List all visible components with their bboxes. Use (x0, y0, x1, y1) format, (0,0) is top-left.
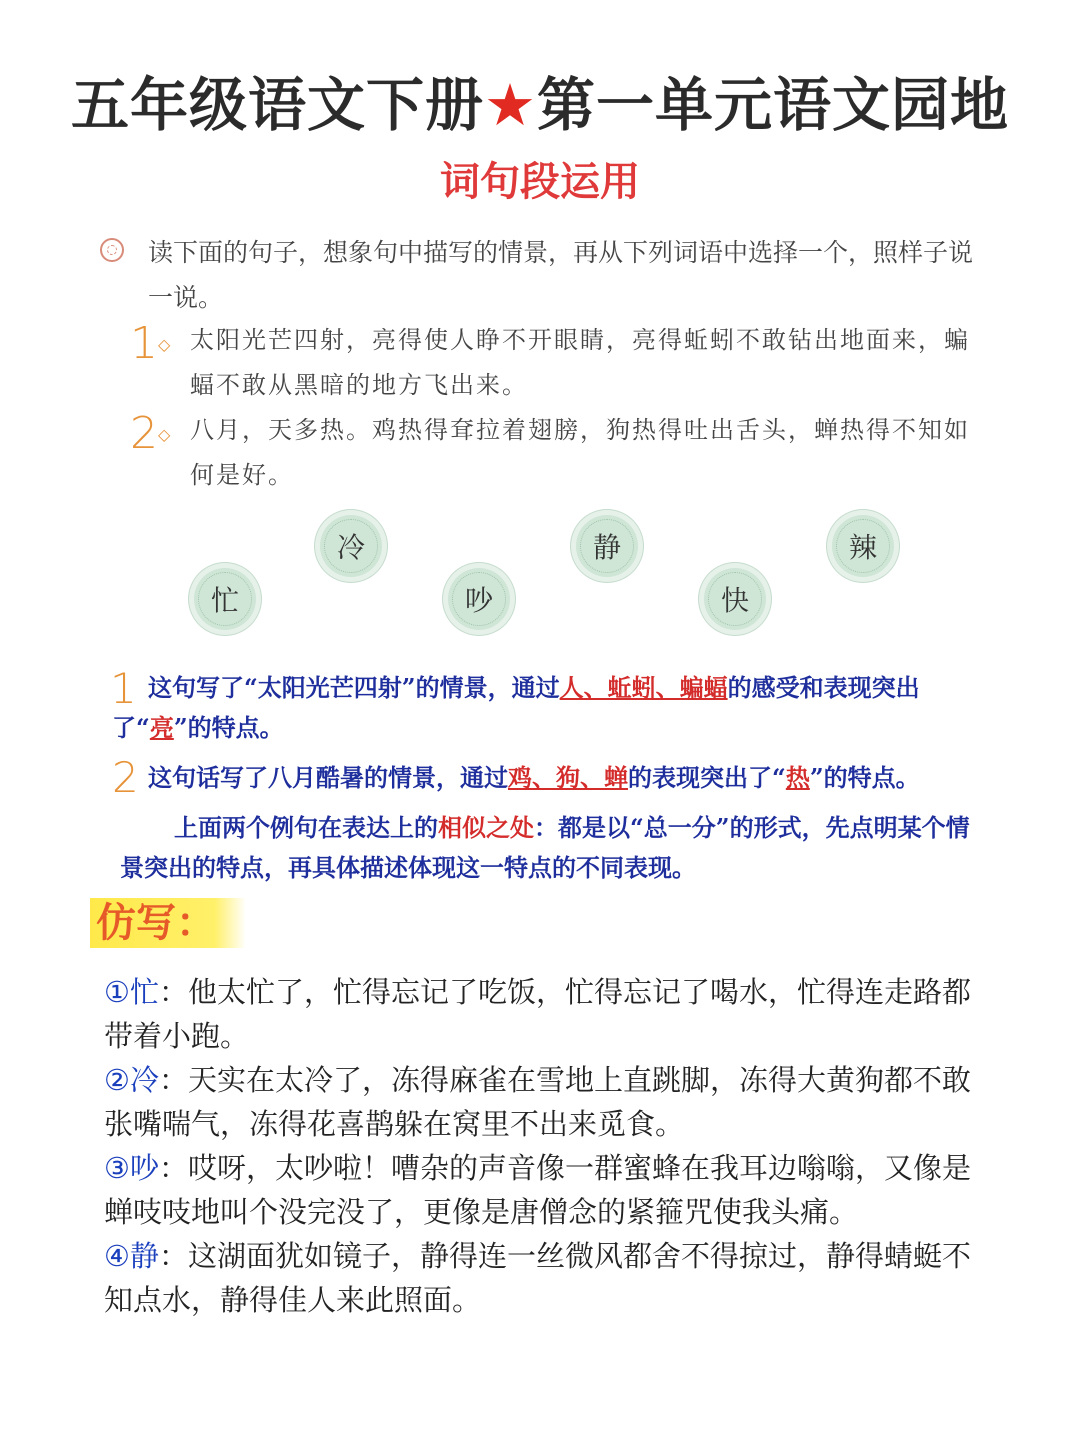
writing-head: ③吵 (104, 1151, 159, 1185)
word-badge-mang: 忙 (194, 568, 256, 630)
diamond-icon: ◇ (158, 425, 171, 444)
annotation-number-2: 2 (112, 753, 139, 802)
writing-text: ：天实在太冷了，冻得麻雀在雪地上直跳脚，冻得大黄狗都不敢张嘴喘气，冻得花喜鹊躲在窝里不出来觅食。 (104, 1063, 972, 1141)
list-item (104, 1058, 994, 1146)
title-part1: 五年级语文下册 (70, 71, 484, 139)
page-title (0, 58, 1080, 142)
example-text-1: 太阳光芒四射，亮得使人睁不开眼睛，亮得蚯蚓不敢钻出地面来，蝙蝠不敢从黑暗的地方飞出来。 (190, 326, 970, 399)
list-item (104, 1146, 994, 1234)
writing-text: ：这湖面犹如镜子，静得连一丝微风都舍不得掠过，静得蜻蜓不知点水，静得佳人来此照面。 (104, 1239, 972, 1317)
annotation-number-1: 1 (110, 664, 137, 713)
writing-text: ：哎呀，太吵啦！嘈杂的声音像一群蜜蜂在我耳边嗡嗡，又像是蝉吱吱地叫个没完没了，更像是唐僧念的紧箍咒使我头痛。 (104, 1151, 972, 1229)
annotation-1-key: 亮 (149, 713, 174, 742)
writing-text: ：他太忙了，忙得忘记了吃饭，忙得忘记了喝水，忙得连走路都带着小跑。 (104, 975, 972, 1053)
annotation-2: 这句话写了八月酷暑的情景，通过鸡、狗、蝉的表现突出了“热”的特点。 (148, 763, 920, 792)
annotation-1-highlight: 人、蚯蚓、蝙蝠 (559, 673, 728, 702)
annotation-2-highlight: 鸡、狗、蝉 (508, 763, 628, 792)
word-badge-leng: 冷 (320, 515, 382, 577)
similarity-highlight: 相似之处 (438, 813, 534, 842)
seal-icon (100, 238, 124, 262)
example-number-1: 1 (130, 318, 158, 369)
list-item (104, 1234, 994, 1322)
writing-head: ②冷 (104, 1063, 159, 1097)
word-badge-kuai: 快 (704, 568, 766, 630)
instruction-text: 读下面的句子，想象句中描写的情景，再从下列词语中选择一个，照样子说一说。 (148, 238, 974, 312)
section-subtitle: 词句段运用 (440, 159, 640, 205)
writing-head: ①忙 (104, 975, 159, 1009)
writing-list (104, 970, 994, 1322)
star-icon: ★ (484, 71, 537, 139)
word-badge-jing: 静 (576, 515, 638, 577)
annotation-2-key: 热 (785, 763, 810, 792)
example-sentence-1 (130, 318, 990, 408)
writing-head: ④静 (104, 1239, 159, 1273)
list-item (104, 970, 994, 1058)
diamond-icon: ◇ (158, 335, 171, 354)
word-badge-chao: 吵 (448, 568, 510, 630)
example-text-2: 八月，天多热。鸡热得耷拉着翅膀，狗热得吐出舌头，蝉热得不知如何是好。 (190, 416, 970, 489)
fangxie-label: 仿写： (90, 898, 246, 948)
title-part2: 第一单元语文园地 (537, 71, 1010, 139)
similarity-note: 上面两个例句在表达上的相似之处：都是以“总一分”的形式，先点明某个情景突出的特点，再具体描述体现这一特点的不同表现。 (120, 813, 970, 882)
example-sentence-2 (130, 408, 990, 498)
example-number-2: 2 (130, 408, 158, 459)
annotation-1: 这句写了“太阳光芒四射”的情景，通过人、蚯蚓、蝙蝠的感受和表现突出了“亮”的特点。 (112, 673, 920, 742)
word-badge-la: 辣 (832, 515, 894, 577)
